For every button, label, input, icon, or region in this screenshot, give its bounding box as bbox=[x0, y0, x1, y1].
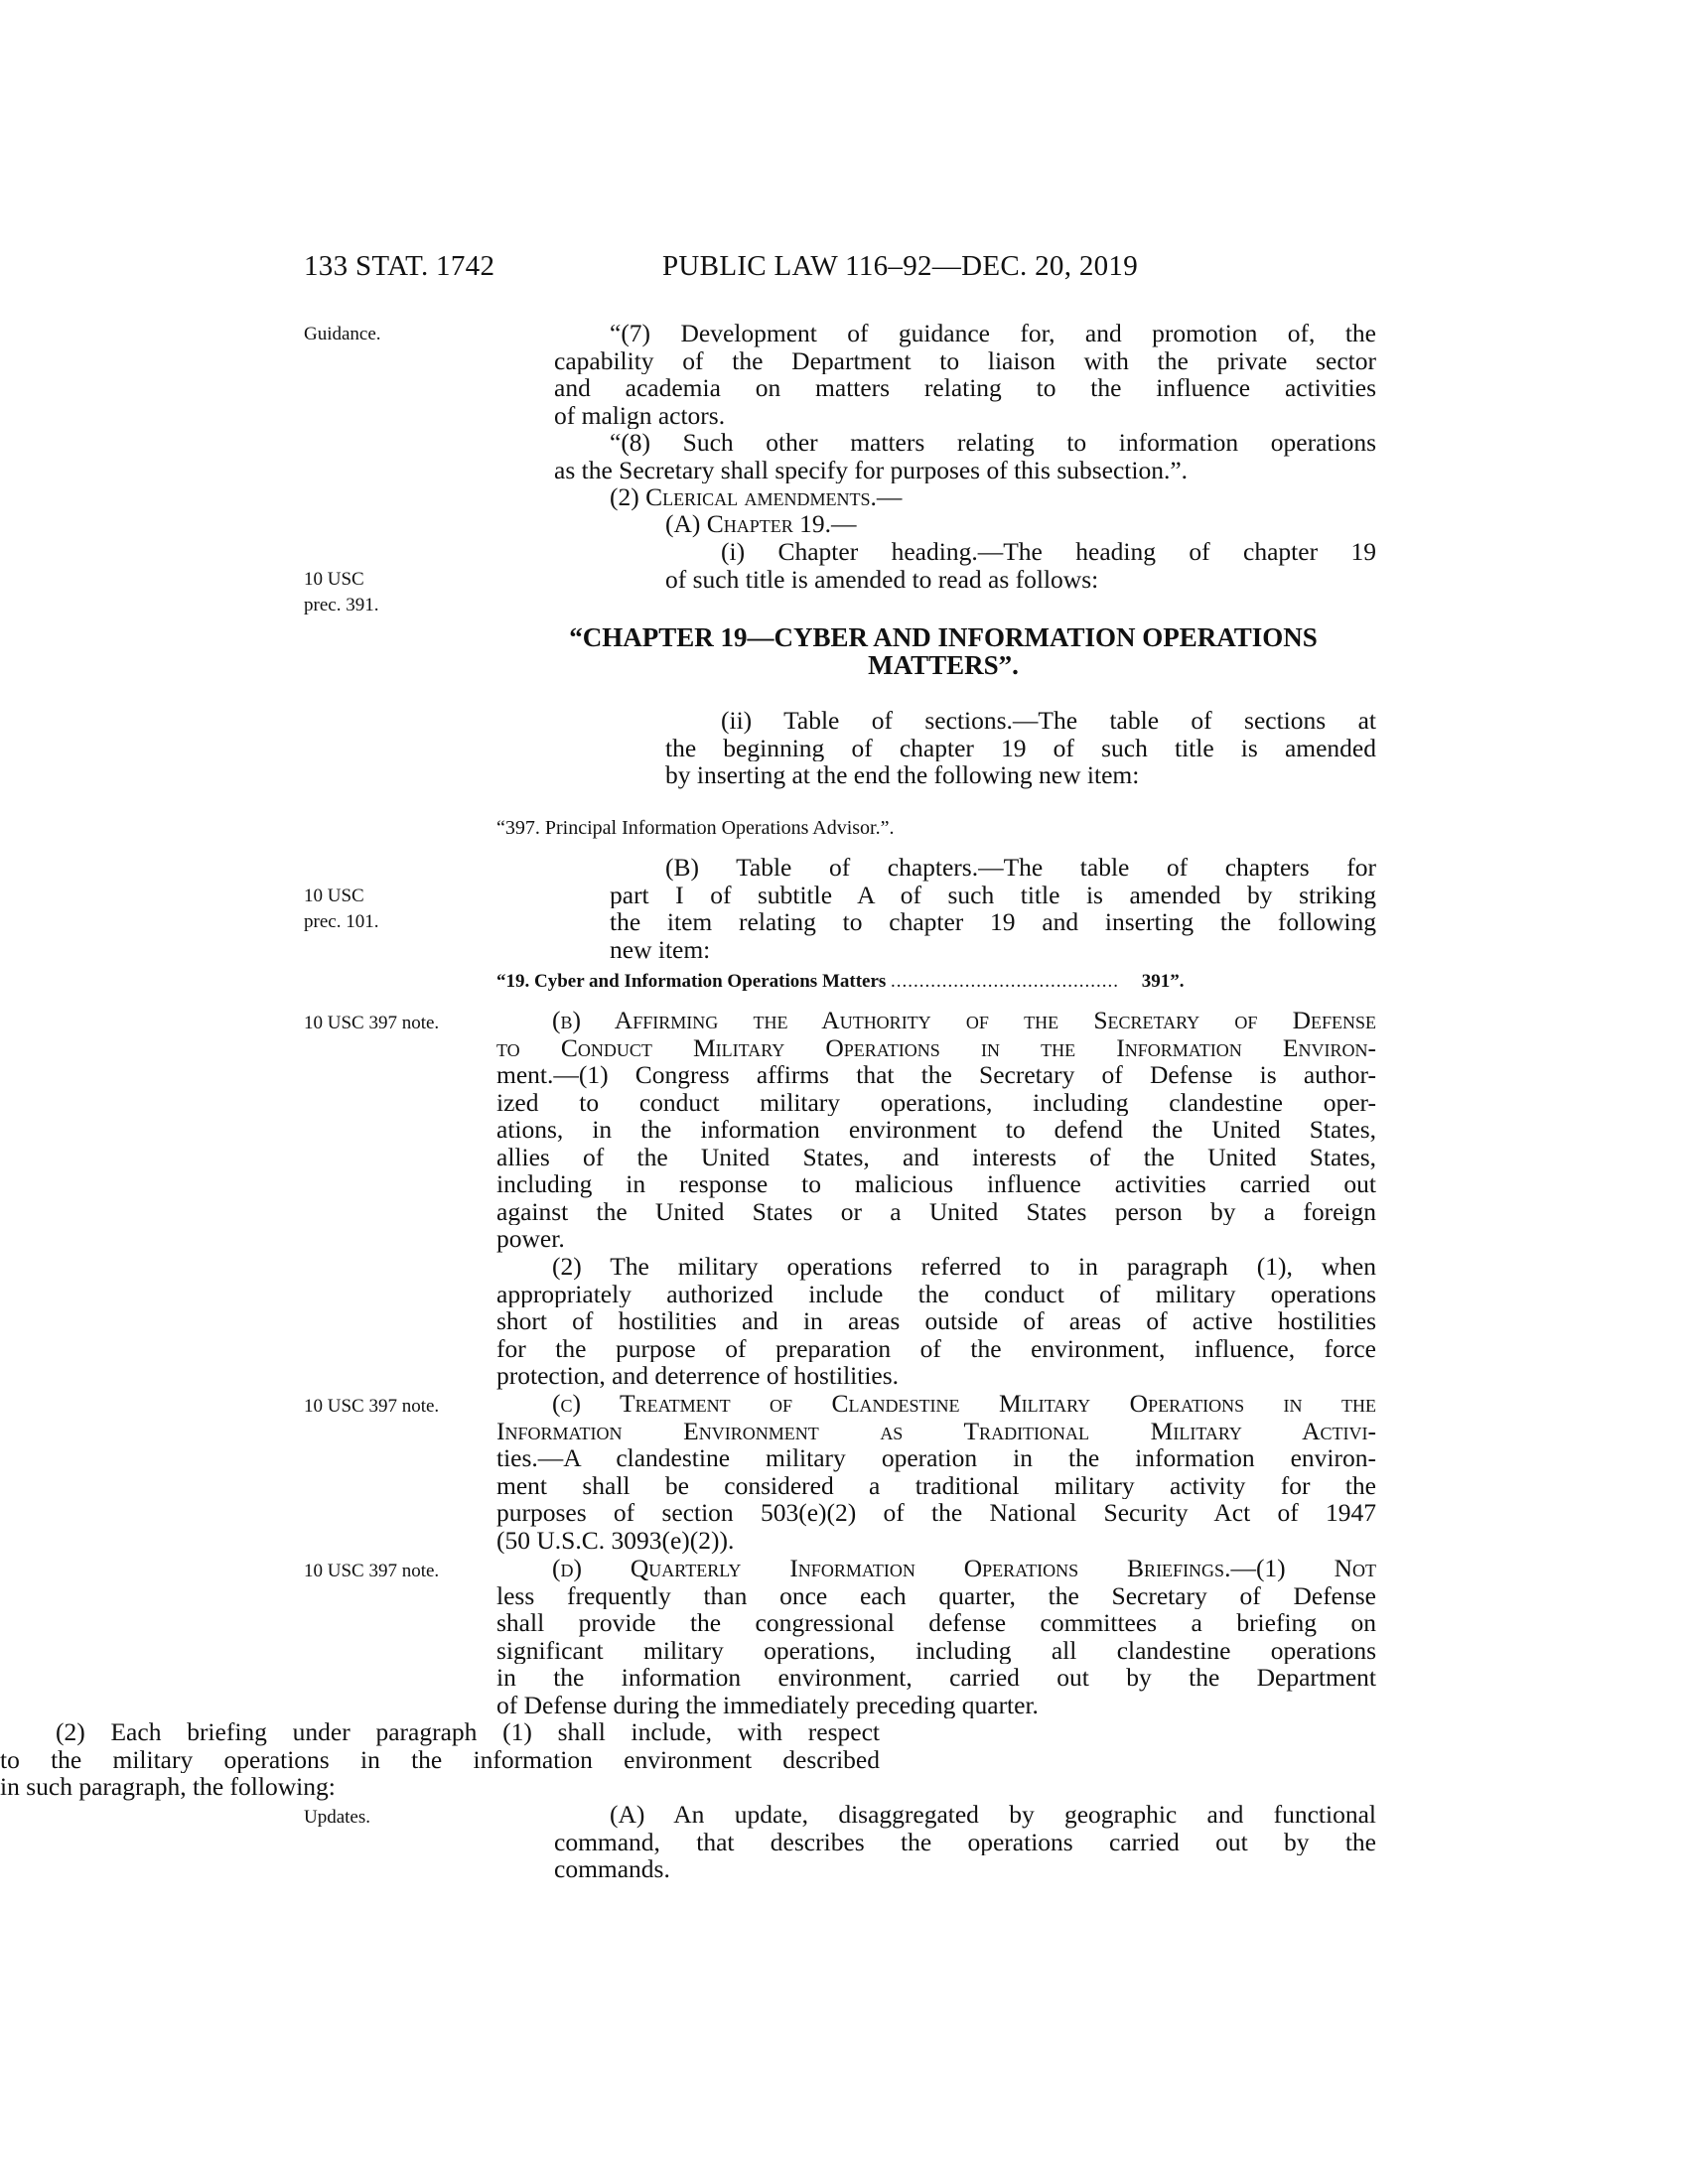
margin-note-line: 10 USC bbox=[304, 886, 364, 906]
subsection-d-2-a bbox=[554, 1801, 1376, 1883]
margin-note-usc-397: 10 USC 397 note. bbox=[304, 1013, 440, 1033]
text-line: power. bbox=[496, 1225, 565, 1253]
chapter-heading-amendment bbox=[665, 538, 1376, 593]
paragraph-7 bbox=[554, 320, 1376, 429]
clerical-amendments: (2) Clerical amendments.— bbox=[610, 482, 903, 511]
text-line: Information Environment as Traditional Military Activi- bbox=[496, 1417, 1376, 1444]
text-line: short of hostilities and in areas outside of areas of active hostilities bbox=[496, 1307, 1376, 1335]
subsection-b-paragraph-2 bbox=[496, 1253, 1376, 1390]
text-line: (2) Each briefing under paragraph (1) shall include, with respect bbox=[56, 1718, 880, 1746]
text-line: significant military operations, including all clandestine operations bbox=[496, 1636, 1376, 1664]
section-item-397: “397. Principal Information Operations Advisor.”. bbox=[496, 817, 895, 839]
text-line: less frequently than once each quarter, the Secretary of Defense bbox=[496, 1581, 1376, 1609]
text-line: (A) An update, disaggregated by geographic and functional bbox=[610, 1801, 1376, 1829]
margin-note-usc-391 bbox=[304, 567, 463, 618]
margin-note-guidance: Guidance. bbox=[304, 324, 381, 344]
margin-note-usc-397: 10 USC 397 note. bbox=[304, 1396, 440, 1417]
chapter-title-line: MATTERS”. bbox=[868, 650, 1019, 680]
text-line: (i) Chapter heading.—The heading of chapter 19 bbox=[721, 538, 1376, 566]
text-line: including in response to malicious influence activities carried out bbox=[496, 1170, 1376, 1198]
text-line: the beginning of chapter 19 of such title is amended bbox=[665, 734, 1376, 761]
text-line: (B) Table of chapters.—The table of chapters for bbox=[665, 854, 1376, 882]
text-line: ations, in the information environment to defend the United States, bbox=[496, 1116, 1376, 1144]
text-line: “(8) Such other matters relating to information operations bbox=[610, 429, 1376, 457]
text-line: (b) Affirming the Authority of the Secretary of Defense bbox=[552, 1007, 1376, 1034]
chapter-19-amendment: (A) Chapter 19.— bbox=[665, 509, 857, 538]
text-line: of such title is amended to read as follows: bbox=[665, 565, 1099, 593]
chapter-title bbox=[496, 623, 1390, 679]
page-stat-number: 133 STAT. 1742 bbox=[304, 250, 495, 282]
margin-note-usc-397: 10 USC 397 note. bbox=[304, 1561, 440, 1581]
text-line: ment.—(1) Congress affirms that the Secretary of Defense is author- bbox=[496, 1061, 1376, 1089]
text-line: (50 U.S.C. 3093(e)(2)). bbox=[496, 1526, 735, 1554]
text-line: (c) Treatment of Clandestine Military Operations in the bbox=[552, 1390, 1376, 1418]
toc-page: 391”. bbox=[1141, 971, 1185, 992]
text-line: (2) The military operations referred to in paragraph (1), when bbox=[552, 1253, 1376, 1281]
text-line: for the purpose of preparation of the environment, influence, force bbox=[496, 1334, 1376, 1362]
text-line: of Defense during the immediately preceding quarter. bbox=[496, 1691, 1039, 1718]
text-line: purposes of section 503(e)(2) of the National Security Act of 1947 bbox=[496, 1499, 1376, 1527]
chapter-toc-item bbox=[496, 971, 1185, 993]
text-line: protection, and deterrence of hostilities. bbox=[496, 1362, 900, 1390]
subsection-b bbox=[496, 1007, 1376, 1253]
text-line: (d) Quarterly Information Operations Briefings.—(1) Not bbox=[552, 1555, 1376, 1582]
text-line: to Conduct Military Operations in the Information Environ- bbox=[496, 1033, 1376, 1061]
text-line: capability of the Department to liaison with the private sector bbox=[554, 346, 1376, 374]
subsection-d-paragraph-2 bbox=[0, 1718, 880, 1801]
page-law-title: PUBLIC LAW 116–92—DEC. 20, 2019 bbox=[662, 250, 1139, 282]
text-line: command, that describes the operations carried out by the bbox=[554, 1828, 1376, 1855]
text-line: appropriately authorized include the conduct of military operations bbox=[496, 1280, 1376, 1307]
text-line: allies of the United States, and interests of the United States, bbox=[496, 1143, 1376, 1170]
margin-note-line: prec. 391. bbox=[304, 595, 379, 615]
text-line: of malign actors. bbox=[554, 401, 726, 429]
text-line: and academia on matters relating to the influence activities bbox=[554, 374, 1376, 402]
subsection-c bbox=[496, 1390, 1376, 1554]
text-line: ties.—A clandestine military operation in the information environ- bbox=[496, 1444, 1376, 1472]
text-line: commands. bbox=[554, 1855, 670, 1883]
text-line: in such paragraph, the following: bbox=[0, 1773, 336, 1801]
text-line: part I of subtitle A of such title is amended by striking bbox=[610, 881, 1376, 908]
chapter-title-line: “CHAPTER 19—CYBER AND INFORMATION OPERATIONS bbox=[569, 622, 1318, 652]
paragraph-8 bbox=[554, 429, 1376, 483]
text-line: ized to conduct military operations, including clandestine oper- bbox=[496, 1088, 1376, 1116]
margin-note-line: prec. 101. bbox=[304, 911, 379, 932]
margin-note-line: 10 USC bbox=[304, 569, 364, 590]
margin-note-usc-101 bbox=[304, 884, 463, 935]
text-line: ment shall be considered a traditional military activity for the bbox=[496, 1471, 1376, 1499]
subsection-d bbox=[496, 1555, 1376, 1718]
table-of-chapters-amendment bbox=[610, 854, 1376, 963]
text-line: the item relating to chapter 19 and inserting the following bbox=[610, 908, 1376, 936]
text-line: in the information environment, carried out by the Department bbox=[496, 1664, 1376, 1692]
text-line: by inserting at the end the following new item: bbox=[665, 761, 1140, 789]
text-line: to the military operations in the information environment described bbox=[0, 1745, 880, 1773]
text-line: as the Secretary shall specify for purposes of this subsection.”. bbox=[554, 456, 1189, 483]
text-line: new item: bbox=[610, 935, 711, 963]
text-line: “(7) Development of guidance for, and promotion of, the bbox=[610, 320, 1376, 347]
text-line: (ii) Table of sections.—The table of sections at bbox=[721, 707, 1376, 735]
text-line: shall provide the congressional defense committees a briefing on bbox=[496, 1609, 1376, 1637]
text-line: against the United States or a United States person by a foreign bbox=[496, 1197, 1376, 1225]
margin-note-updates: Updates. bbox=[304, 1807, 371, 1828]
toc-leader-dots: ........................................ bbox=[891, 971, 1120, 992]
table-of-sections-amendment bbox=[665, 707, 1376, 789]
toc-item-title: “19. Cyber and Information Operations Matters bbox=[496, 971, 887, 992]
